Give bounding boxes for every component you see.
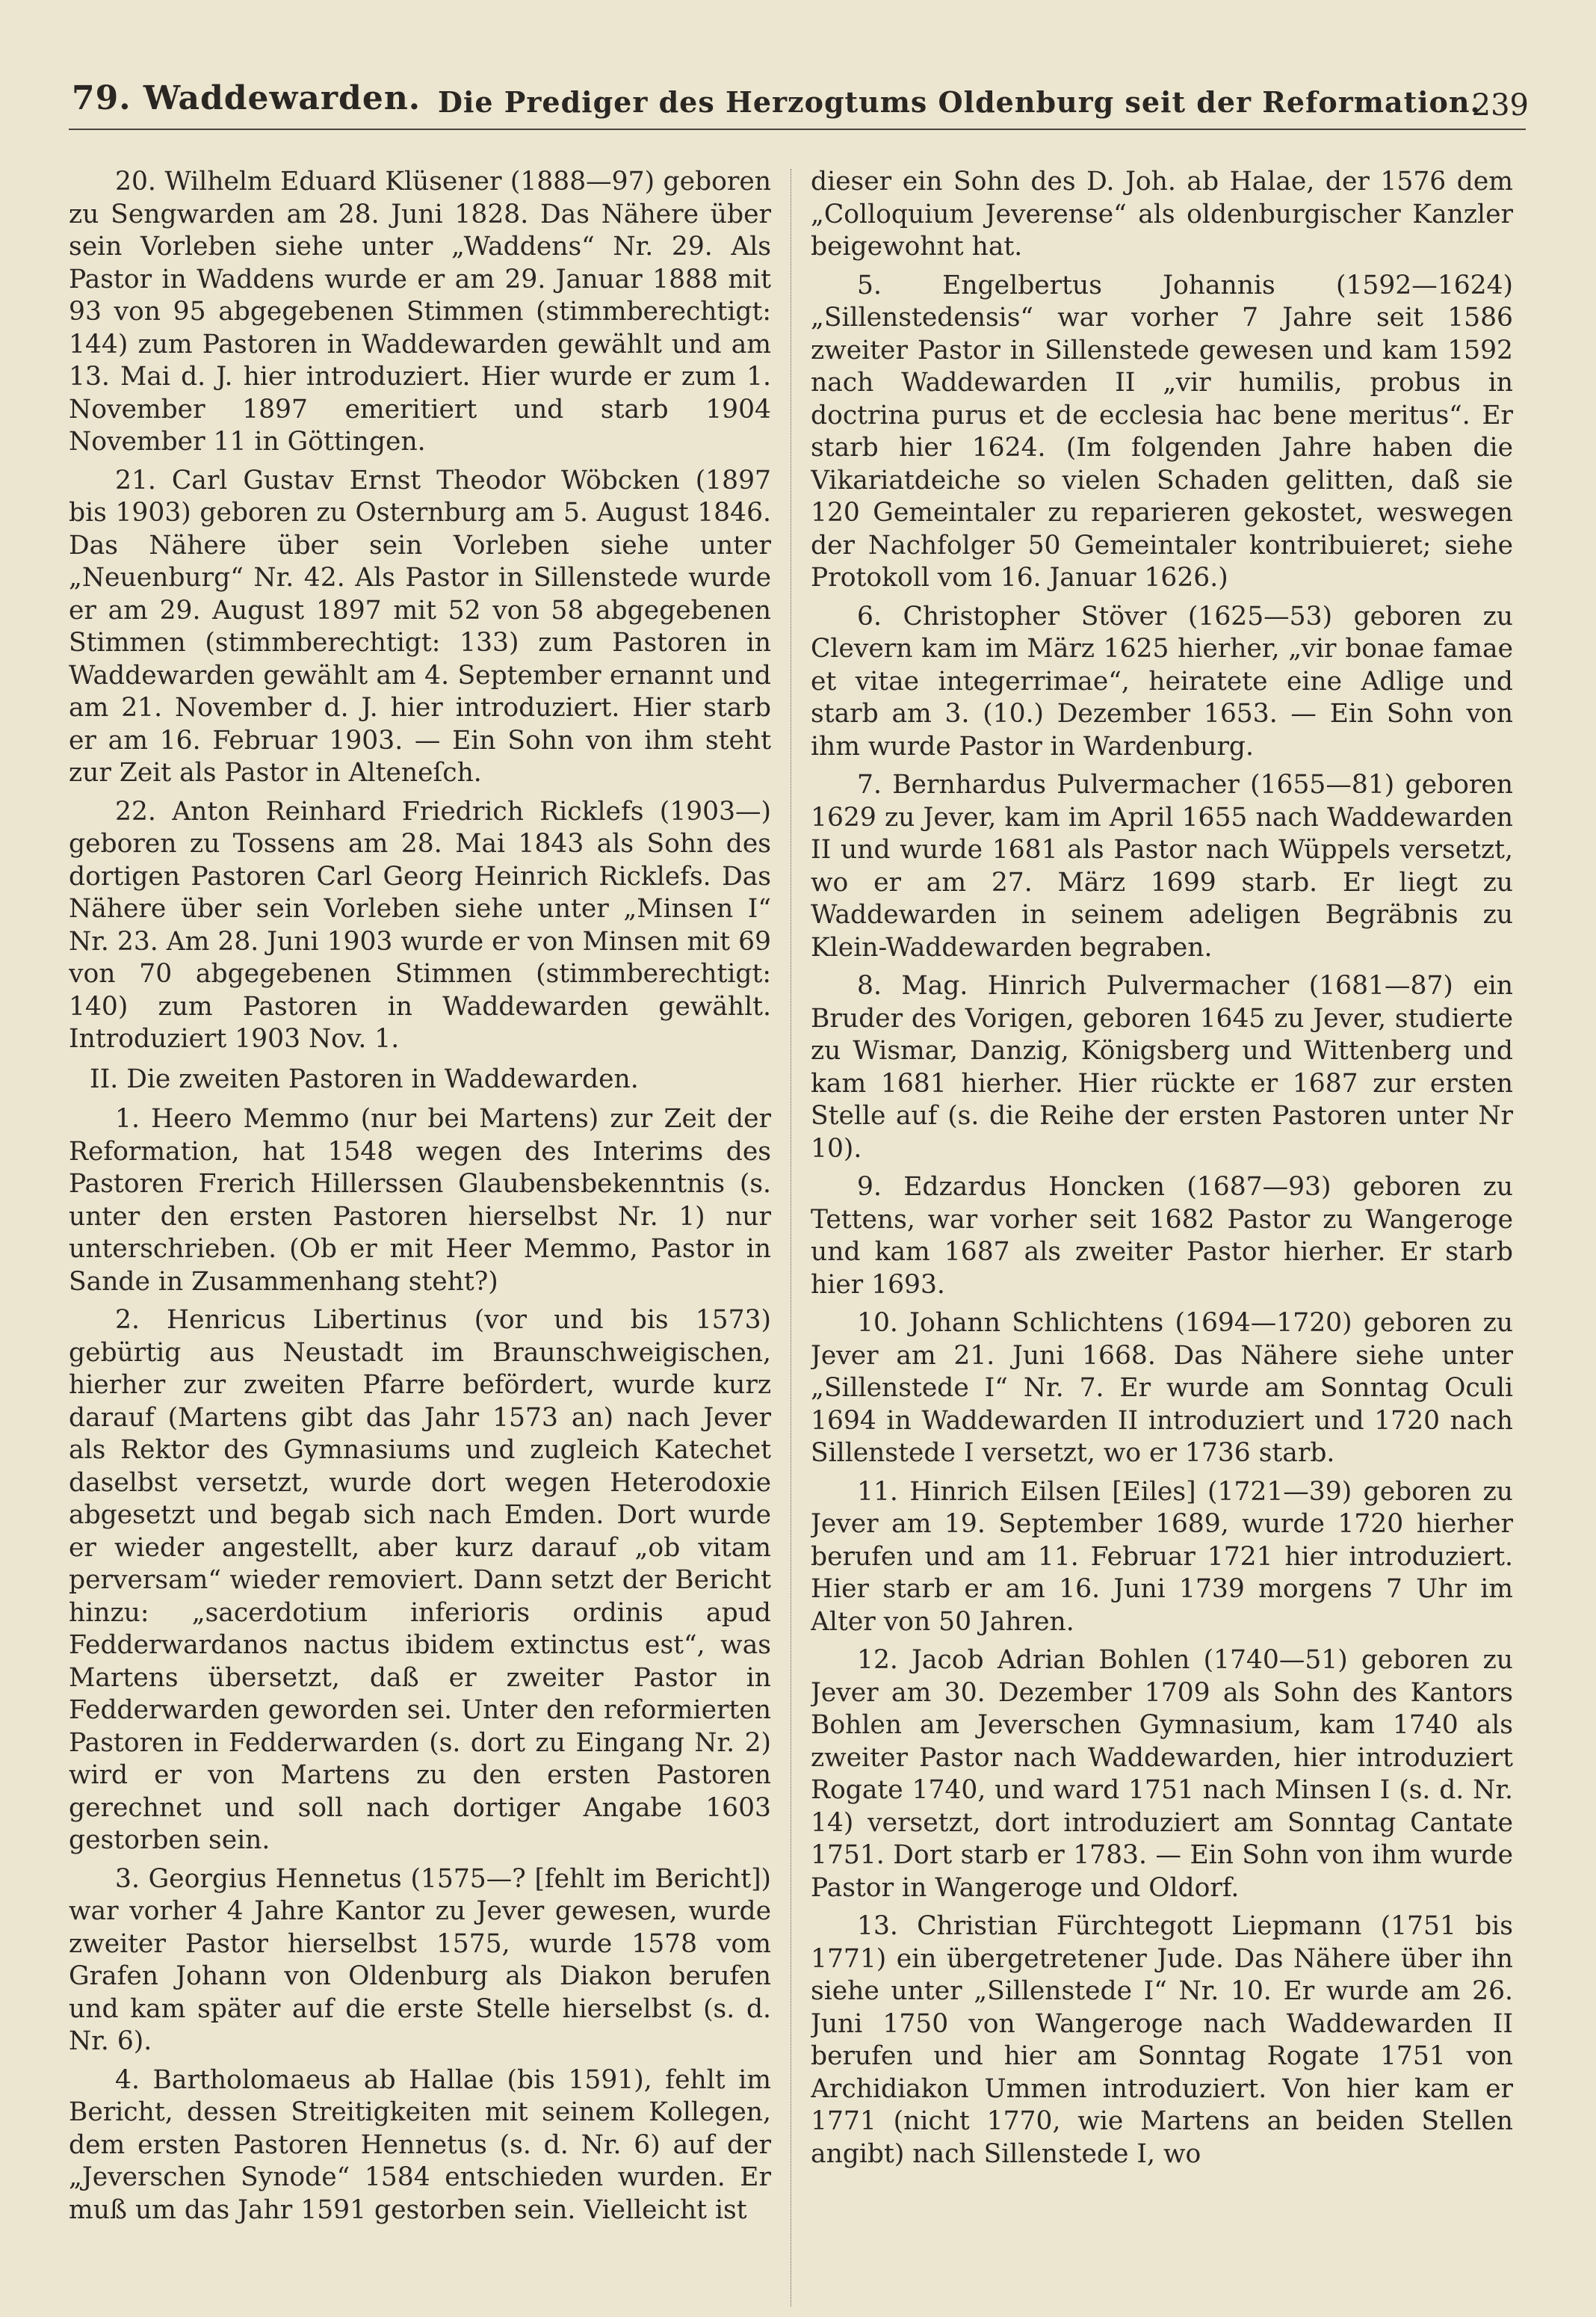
biography-entry: 21. Carl Gustav Ernst Theodor Wöbcken (1897 bis 1903) geboren zu Osternburg am 5. August 1846. Das Nähere über sein Vorleben siehe unter „Neuenburg“ Nr. 42. Als Pastor in Sillenstede wurde er am 29. August 1897 mit 52 von 58 abgegebenen Stimmen (stimmberechtigt: 133) zum Pastoren in Waddewarden gewählt am 4. September ernannt und am 21. November d. J. hier introduziert. Hier starb er am 16. Februar 1903. — Ein Sohn von ihm steht zur Zeit als Pastor in Alteneſch. [69,465,771,788]
biography-entry: 10. Johann Schlichtens (1694—1720) geboren zu Jever am 21. Juni 1668. Das Nähere siehe unter „Sillenstede I“ Nr. 7. Er wurde am Sonntag Oculi 1694 in Waddewarden II introduziert und 1720 nach Sillenstede I versetzt, wo er 1736 starb. [811,1308,1513,1468]
biography-entry: 9. Edzardus Honcken (1687—93) geboren zu Tettens, war vorher seit 1682 Pastor zu Wangeroge und kam 1687 als zweiter Pastor hierher. Er starb hier 1693. [811,1172,1513,1300]
header-rule [69,129,1526,130]
biography-entry: 2. Henricus Libertinus (vor und bis 1573) gebürtig aus Neustadt im Braunschweigischen, hierher zur zweiten Pfarre befördert, wurde kurz darauf (Martens gibt das Jahr 1573 an) nach Jever als Rektor des Gymnasiums und zugleich Katechet daselbst versetzt, wurde dort wegen Heterodoxie abgesetzt und begab sich nach Emden. Dort wurde er wieder angestellt, aber kurz darauf „ob vitam perversam“ wieder removiert. Dann setzt der Bericht hinzu: „sacerdotium inferioris ordinis apud Fedderwardanos nactus ibidem extinctus est“, was Martens übersetzt, daß er zweiter Pastor in Fedderwarden geworden sei. Unter den reformierten Pastoren in Fedderwarden (s. dort zu Eingang Nr. 2) wird er von Martens zu den ersten Pastoren gerechnet und soll nach dortiger Angabe 1603 gestorben sein. [69,1305,771,1855]
biography-entry: 13. Christian Fürchtegott Liepmann (1751 bis 1771) ein übergetretener Jude. Das Nähere über ihn siehe unter „Sillenstede I“ Nr. 10. Er wurde am 26. Juni 1750 von Wangeroge nach Waddewarden II berufen und hier am Sonntag Rogate 1751 von Archidiakon Ummen introduziert. Von hier kam er 1771 (nicht 1770, wie Martens an beiden Stellen angibt) nach Sillenstede I, wo [811,1911,1513,2169]
page-header [72,75,1529,127]
running-title: Die Prediger des Herzogtums Oldenburg seit der Reformation. [438,85,1481,119]
biography-entry: dieser ein Sohn des D. Joh. ab Halae, der 1576 dem „Colloquium Jeverense“ als oldenburgischer Kanzler beigewohnt hat. [811,167,1513,262]
biography-entry: 11. Hinrich Eilsen [Eiles] (1721—39) geboren zu Jever am 19. September 1689, wurde 1720 hierher berufen und am 11. Februar 1721 hier introduziert. Hier starb er am 16. Juni 1739 morgens 7 Uhr im Alter von 50 Jahren. [811,1476,1513,1637]
biography-entry: 1. Heero Memmo (nur bei Martens) zur Zeit der Reformation, hat 1548 wegen des Interims des Pastoren Frerich Hillerssen Glaubensbekenntnis (s. unter den ersten Pastoren hierselbst Nr. 1) nur unterschrieben. (Ob er mit Heer Memmo, Pastor in Sande in Zusammenhang steht?) [69,1104,771,1297]
section-heading: II. Die zweiten Pastoren in Waddewarden. [90,1064,639,1094]
biography-entry: 8. Mag. Hinrich Pulvermacher (1681—87) ein Bruder des Vorigen, geboren 1645 zu Jever, studierte zu Wismar, Danzig, Königsberg und Wittenberg und kam 1681 hierher. Hier rückte er 1687 zur ersten Stelle auf (s. die Reihe der ersten Pastoren unter Nr 10). [811,971,1513,1164]
running-head-place: 79. Waddewarden. [72,79,421,117]
biography-entry: 20. Wilhelm Eduard Klüsener (1888—97) geboren zu Sengwarden am 28. Juni 1828. Das Nähere über sein Vorleben siehe unter „Waddens“ Nr. 29. Als Pastor in Waddens wurde er am 29. Januar 1888 mit 93 von 95 abgegebenen Stimmen (stimmberechtigt: 144) zum Pastoren in Waddewarden gewählt und am 13. Mai d. J. hier introduziert. Hier wurde er zum 1. November 1897 emeritiert und starb 1904 November 11 in Göttingen. [69,167,771,457]
biography-entry: 12. Jacob Adrian Bohlen (1740—51) geboren zu Jever am 30. Dezember 1709 als Sohn des Kantors Bohlen am Jeverschen Gymnasium, kam 1740 als zweiter Pastor nach Waddewarden, hier introduziert Rogate 1740, und ward 1751 nach Minsen I (s. d. Nr. 14) versetzt, dort introduziert am Sonntag Cantate 1751. Dort starb er 1783. — Ein Sohn von ihm wurde Pastor in Wangeroge und Oldorf. [811,1645,1513,1903]
biography-entry: 7. Bernhardus Pulvermacher (1655—81) geboren 1629 zu Jever, kam im April 1655 nach Waddewarden II und wurde 1681 als Pastor nach Wüppels versetzt, wo er am 27. März 1699 starb. Er liegt zu Waddewarden in seinem adeligen Begräbnis zu Klein-Waddewarden begraben. [811,770,1513,963]
biography-entry: 22. Anton Reinhard Friedrich Ricklefs (1903—) geboren zu Tossens am 28. Mai 1843 als Sohn des dortigen Pastoren Carl Georg Heinrich Ricklefs. Das Nähere über sein Vorleben siehe unter „Minsen I“ Nr. 23. Am 28. Juni 1903 wurde er von Minsen mit 69 von 70 abgegebenen Stimmen (stimmberechtigt: 140) zum Pastoren in Waddewarden gewählt. Introduziert 1903 Nov. 1. [69,796,771,1054]
biography-entry: 3. Georgius Hennetus (1575—? [fehlt im Bericht]) war vorher 4 Jahre Kantor zu Jever gewesen, wurde zweiter Pastor hierselbst 1575, wurde 1578 vom Grafen Johann von Oldenburg als Diakon berufen und kam später auf die erste Stelle hierselbst (s. d. Nr. 6). [69,1863,771,2056]
left-column [69,166,771,2304]
biography-entry: 4. Bartholomaeus ab Hallae (bis 1591), fehlt im Bericht, dessen Streitigkeiten mit seinem Kollegen, dem ersten Pastoren Hennetus (s. d. Nr. 6) auf der „Jeverschen Synode“ 1584 entschieden wurden. Er muß um das Jahr 1591 gestorben sein. Vielleicht ist [69,2064,771,2225]
right-column [811,166,1513,2304]
biography-entry: 5. Engelbertus Johannis (1592—1624) „Sillenstedensis“ war vorher 7 Jahre seit 1586 zweiter Pastor in Sillenstede gewesen und kam 1592 nach Waddewarden II „vir humilis, probus in doctrina purus et de ecclesia hac bene meritus“. Er starb hier 1624. (Im folgenden Jahre haben die Vikariatdeiche so vielen Schaden gelitten, daß sie 120 Gemeintaler zu reparieren gekostet, weswegen der Nachfolger 50 Gemeintaler kontribuieret; siehe Protokoll vom 16. Januar 1626.) [811,270,1513,593]
page-number: 239 [1471,88,1529,123]
biography-entry: 6. Christopher Stöver (1625—53) geboren zu Clevern kam im März 1625 hierher, „vir bonae famae et vitae integerrimae“, heiratete eine Adlige und starb am 3. (10.) Dezember 1653. — Ein Sohn von ihm wurde Pastor in Wardenburg. [811,601,1513,762]
